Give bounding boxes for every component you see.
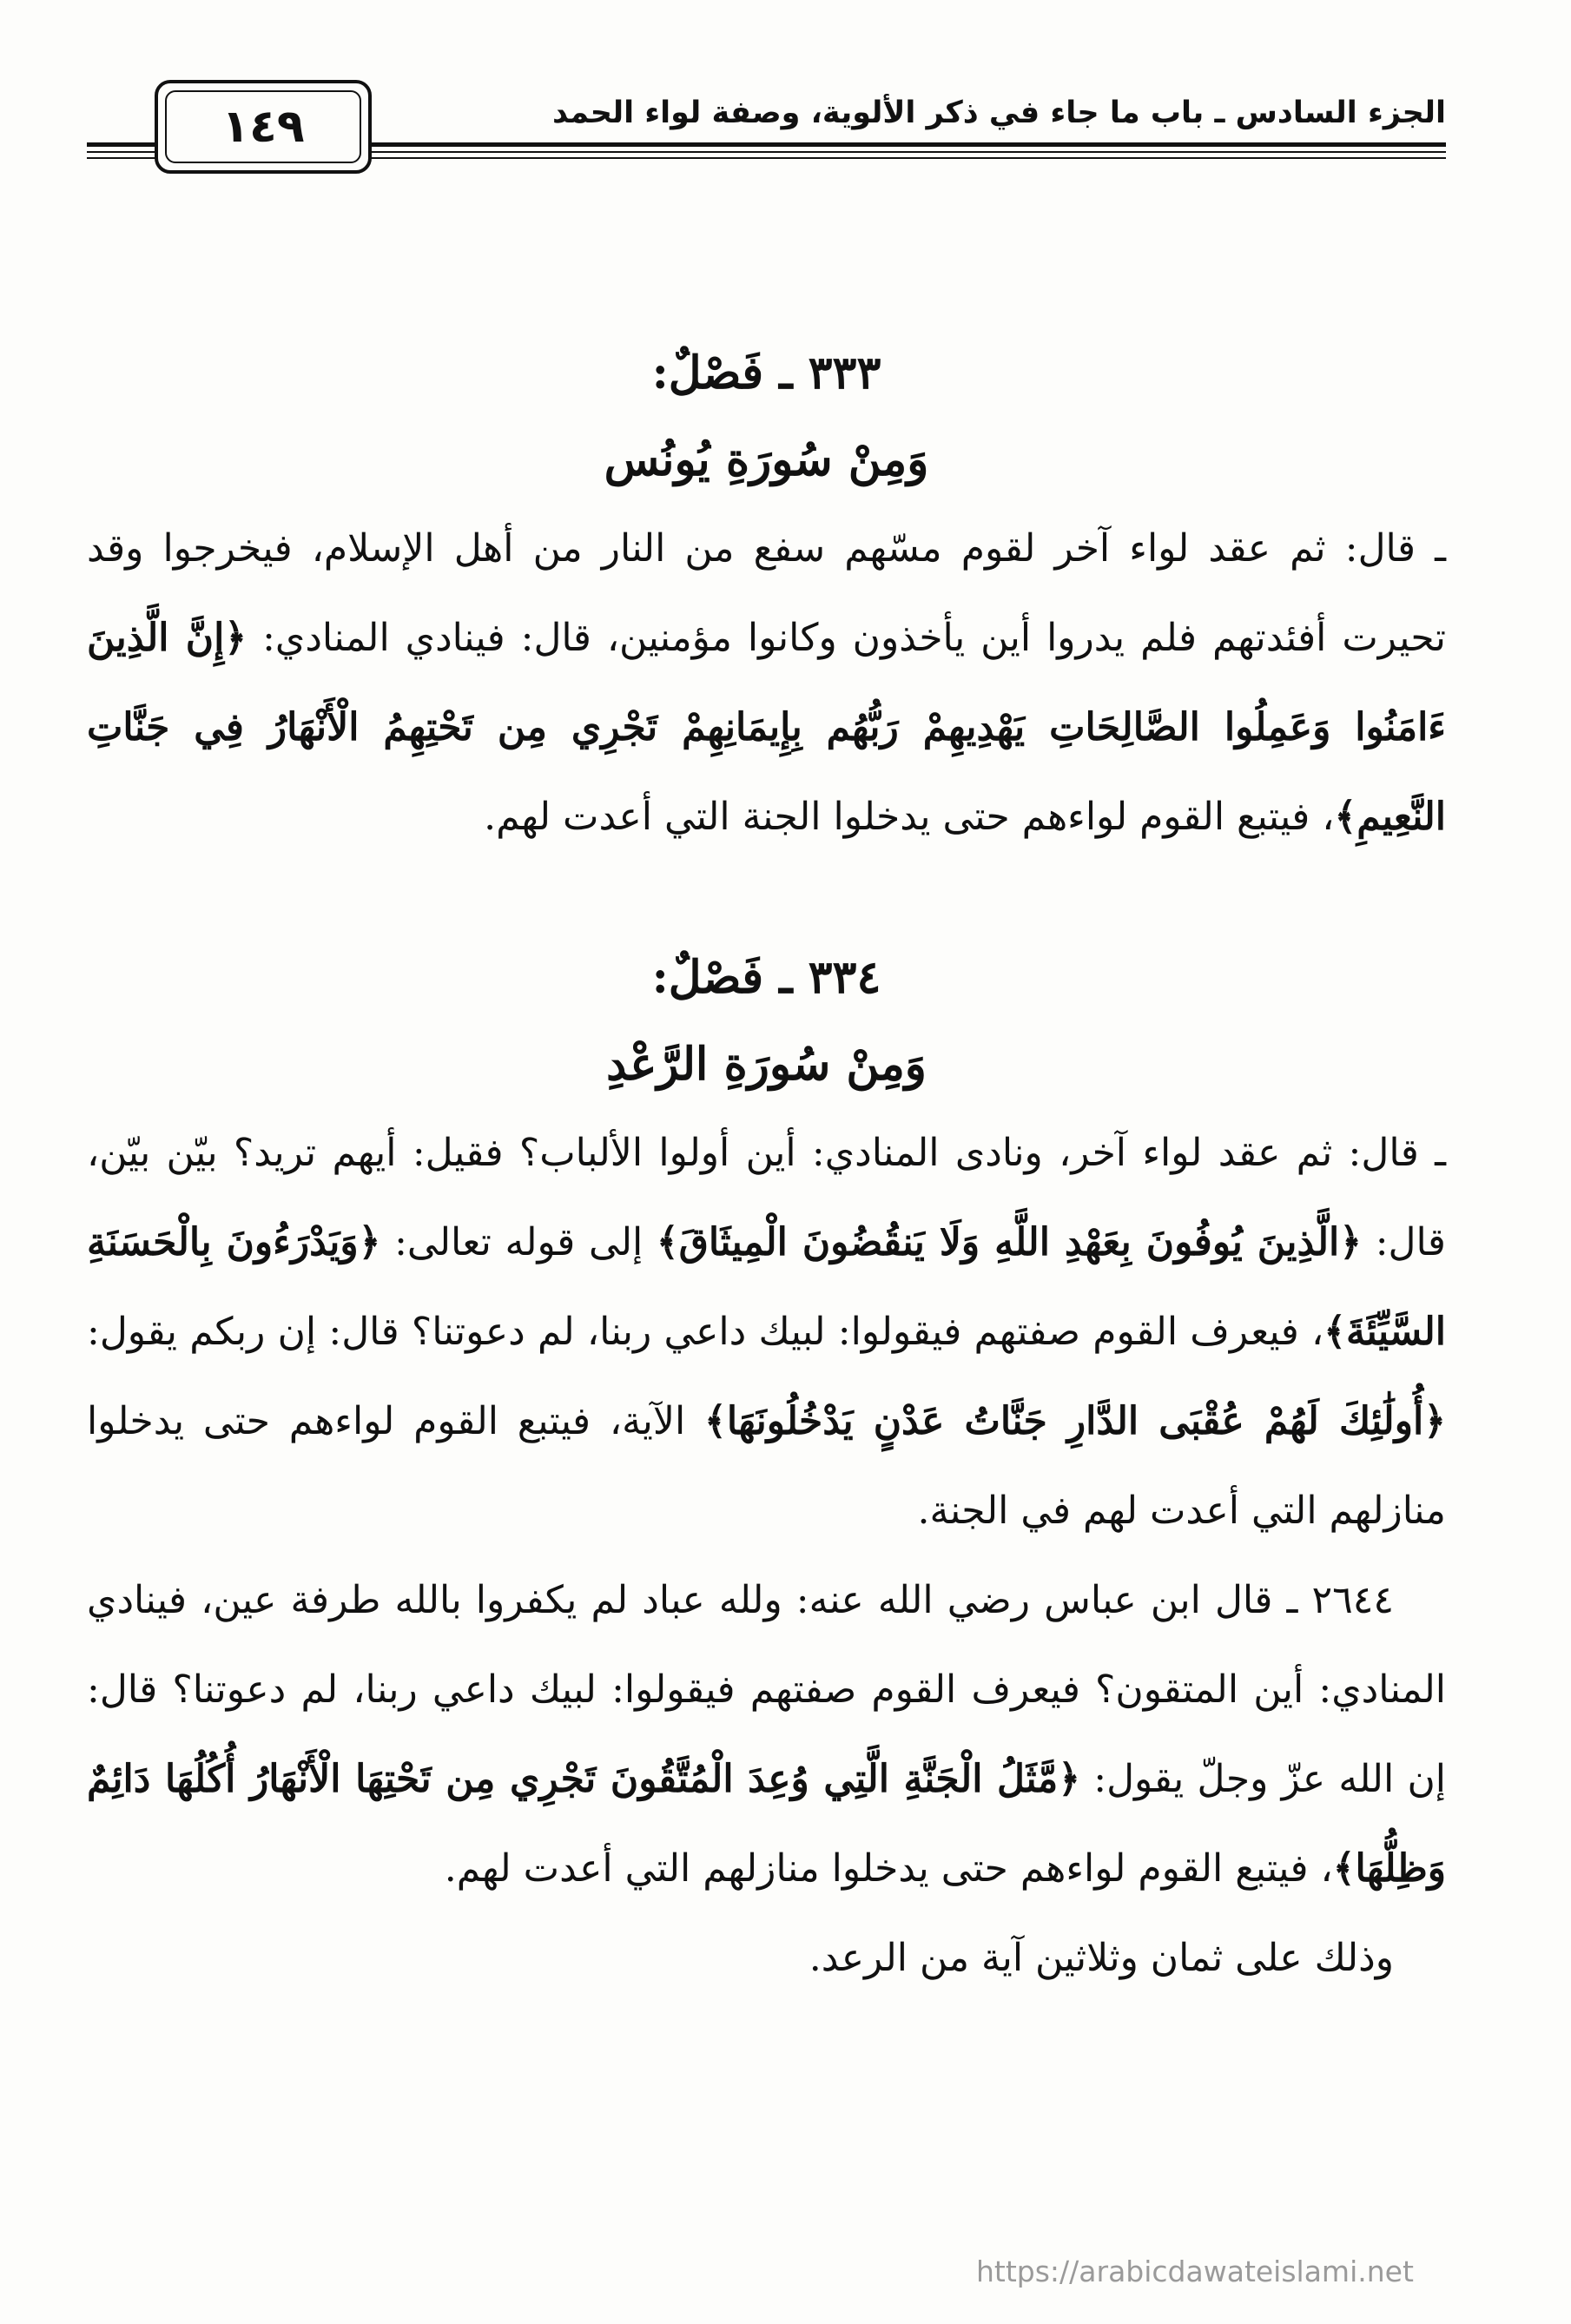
paragraph <box>87 504 1446 862</box>
section-subtitle: وَمِنْ سُورَةِ يُونُس <box>604 433 929 486</box>
page-body <box>87 330 1446 2003</box>
section-title: ٣٣٤ ـ فَصْلٌ: <box>651 951 881 1004</box>
paragraph: وذلك على ثمان وثلاثين آية من الرعد. <box>809 1936 1394 1980</box>
quran-verse: ﴿أُولَٰئِكَ لَهُمْ عُقْبَى الدَّارِ جَنَّاتُ عَدْنٍ يَدْخُلُونَهَا﴾ <box>704 1399 1446 1443</box>
paragraph-text: ، فيعرف القوم صفتهم فيقولوا: لبيك داعي ربنا، لم دعوتنا؟ قال: إن ربكم يقول: <box>87 1310 1324 1354</box>
page-number-box <box>155 80 372 174</box>
paragraph-text: ، فيتبع القوم لواءهم حتى يدخلوا منازلهم التي أعدت لهم. <box>444 1846 1333 1891</box>
quran-verse: ﴿الَّذِينَ يُوفُونَ بِعَهْدِ اللَّهِ وَلَا يَنقُضُونَ الْمِيثَاقَ﴾ <box>656 1220 1363 1264</box>
watermark: https://arabicdawateislami.net <box>976 2255 1414 2288</box>
paragraph <box>87 1108 1446 1555</box>
paragraph-text: ٢٦٤٤ ـ قال ابن عباس رضي الله عنه: ولله عباد لم يكفروا بالله طرفة عين، فينادي المنادي: أين المتقون؟ فيعرف القوم صفتهم فيقولوا: لبيك داعي ربنا، لم دعوتنا؟ قال: إن الله عزّ وجلّ يقول: <box>87 1578 1446 1801</box>
section-subtitle: وَمِنْ سُورَةِ الرَّعْدِ <box>606 1038 927 1091</box>
page-number: ١٤٩ <box>165 90 361 163</box>
section-title: ٣٣٣ ـ فَصْلٌ: <box>651 347 881 399</box>
running-title: الجزء السادس ـ باب ما جاء في ذكر الألوية، وصفة لواء الحمد <box>552 96 1446 130</box>
paragraph <box>87 1555 1446 1913</box>
paragraph-text: إلى قوله تعالى: <box>394 1220 644 1264</box>
quran-verse: ﴿مَّثَلُ الْجَنَّةِ الَّتِي وُعِدَ الْمُتَّقُونَ تَجْرِي مِن تَحْتِهَا الْأَنْهَارُ أُكُلُهَا دَائِمٌ وَظِلُّهَا﴾ <box>87 1757 1446 1891</box>
page-header <box>87 80 1446 167</box>
paragraph-text: ـ قال: ثم عقد لواء آخر لقوم مسّهم سفع من النار من أهل الإسلام، فيخرجوا وقد تحيرت أفئدتهم فلم يدروا أين يأخذون وكانوا مؤمنين، قال: فينادي المنادي: <box>87 526 1446 660</box>
paragraph-text: ، فيتبع القوم لواءهم حتى يدخلوا الجنة التي أعدت لهم. <box>484 795 1335 839</box>
quran-verse: ﴿وَيَدْرَءُونَ بِالْحَسَنَةِ السَّيِّئَةَ﴾ <box>87 1220 1446 1354</box>
quran-verse: ﴿إِنَّ الَّذِينَ ءَامَنُوا وَعَمِلُوا الصَّالِحَاتِ يَهْدِيهِمْ رَبُّهُم بِإِيمَانِهِمْ تَجْرِي مِن تَحْتِهِمُ الْأَنْهَارُ فِي جَنَّاتِ النَّعِيمِ﴾ <box>87 616 1446 839</box>
paragraph-text: الآية، فيتبع القوم لواءهم حتى يدخلوا منازلهم التي أعدت لهم في الجنة. <box>87 1399 1446 1533</box>
spacer <box>87 862 1446 934</box>
paragraph-text: ـ قال: ثم عقد لواء آخر، ونادى المنادي: أين أولوا الألباب؟ فقيل: أيهم تريد؟ بيّن بيّن، قال: <box>87 1131 1446 1264</box>
